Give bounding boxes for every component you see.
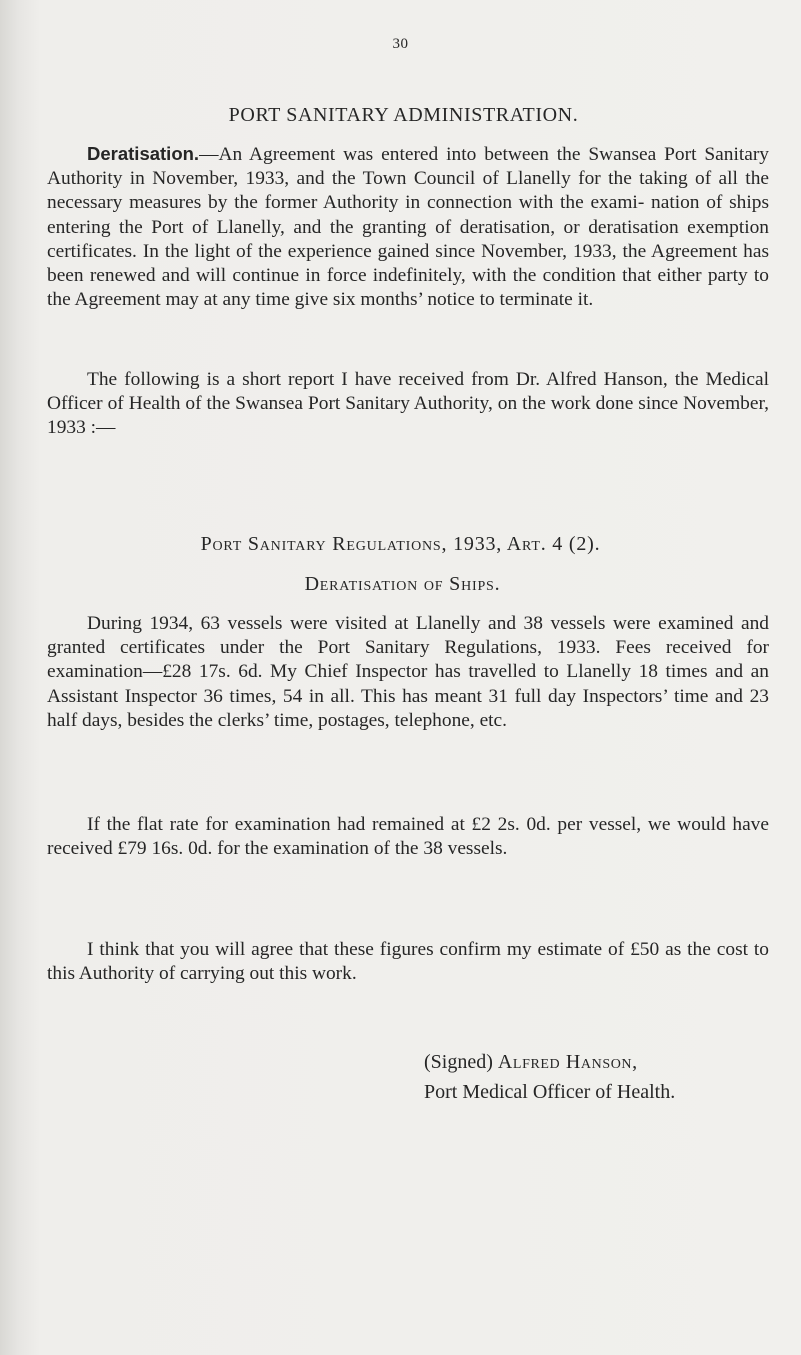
paragraph-during-1934: During 1934, 63 vessels were visited at Llanelly and 38 vessels were examined and granted certificates under the Port Sanitary Regulations, 1933. Fees received for examination—£28 17s. 6d. My Chief Inspector has travelled to Llanelly 18 times and an Assistant Inspector 36 times, 54 in all. This has meant 31 full day Inspectors’ time and 23 half days, besides the clerks’ time, postages, telephone, etc.	[47, 613, 769, 731]
section-title: PORT SANITARY ADMINISTRATION.	[228, 104, 579, 126]
signatory-name: Alfred Hanson,	[497, 1051, 638, 1073]
paragraph-estimate: I think that you will agree that these figures confirm my estimate of £50 as the cost to this Authority of carrying out this work.	[47, 939, 769, 985]
signature-line	[424, 1047, 675, 1077]
paragraph-deratisation	[47, 142, 769, 312]
paragraph-runin-heading: Deratisation.	[87, 143, 200, 164]
paragraph-flat-rate: If the flat rate for examination had remained at £2 2s. 0d. per vessel, we would have received £79 16s. 0d. for the examination of the 38 vessels.	[47, 814, 769, 860]
page-number: 30	[392, 36, 409, 52]
paragraph-report-intro: The following is a short report I have received from Dr. Alfred Hanson, the Medical Officer of Health of the Swansea Port Sanitary Authority, on the work done since November, 1933 :—	[47, 369, 769, 439]
paragraph-deratisation-text: —An Agreement was entered into between the Swansea Port Sanitary Authority in November, 1933, and the Town Council of Llanelly for the taking of all the necessary measures by the former Authority in connection with the exami- nation of ships entering the Port of Llanelly, and the granting of deratisation, or deratisation exemption certificates. In the light of the experience gained since November, 1933, the Agreement has been renewed and will continue in force indefinitely, with the condition that either party to the Agreement may at any time give six months’ notice to terminate it.	[47, 144, 769, 311]
regulation-heading: Port Sanitary Regulations, 1933, Art. 4 (2).	[200, 533, 601, 555]
sub-heading: Deratisation of Ships.	[304, 573, 501, 595]
signatory-title: Port Medical Officer of Health.	[424, 1081, 676, 1103]
signature-block	[424, 1047, 675, 1107]
signed-label: (Signed)	[424, 1051, 493, 1073]
